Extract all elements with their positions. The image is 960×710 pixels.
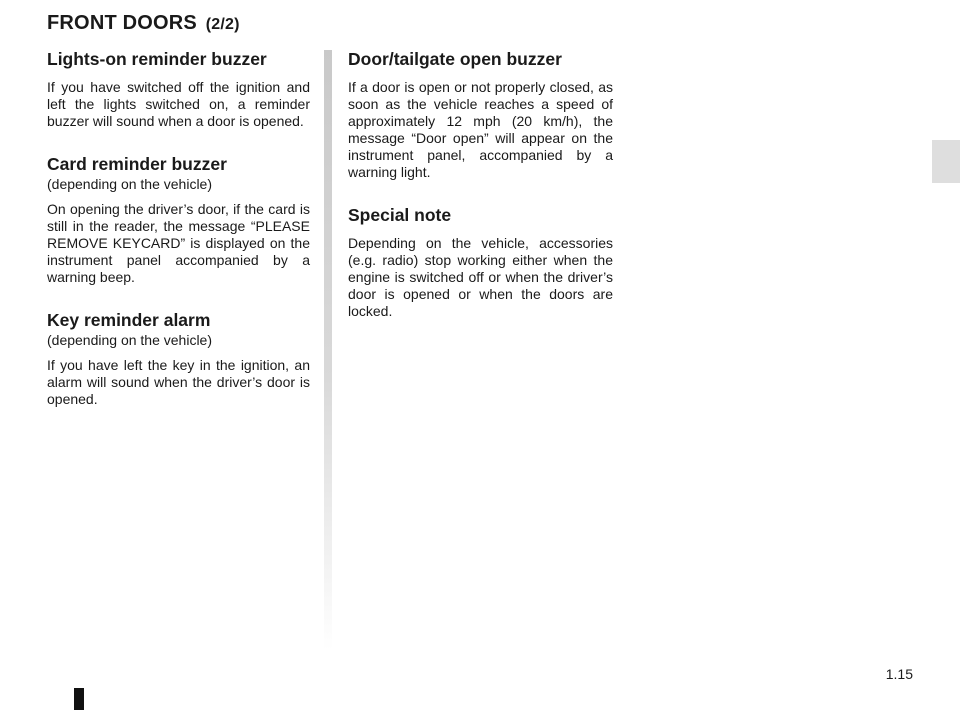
section-card-reminder-buzzer: [47, 152, 310, 286]
section-body: Depending on the vehicle, accessories (e.g. radio) stop working either when the engine is switched off or when the driver’s door is opened or when the doors are locked.: [348, 235, 613, 319]
section-heading: Door/tailgate open buzzer: [348, 49, 562, 69]
section-body: If you have switched off the ignition and left the lights switched on, a reminder buzzer will sound when a door is opened.: [47, 79, 310, 129]
column-divider: [324, 50, 332, 650]
page-title-text: FRONT DOORS: [47, 12, 197, 34]
section-special-note: [348, 203, 613, 320]
section-body: On opening the driver’s door, if the card is still in the reader, the message “PLEASE REMOVE KEYCARD” is displayed on the instrument panel accompanied by a warning beep.: [47, 201, 310, 285]
section-heading: Key reminder alarm: [47, 310, 211, 330]
page-number: 1.15: [885, 666, 913, 682]
section-body: If you have left the key in the ignition, an alarm will sound when the driver’s door is opened.: [47, 357, 310, 407]
section-body: If a door is open or not properly closed, as soon as the vehicle reaches a speed of approximately 12 mph (20 km/h), the message “Door open” will appear on the instrument panel, accompanied by a warning light.: [348, 79, 613, 180]
section-heading: Special note: [348, 205, 452, 225]
page-corner-mark: [74, 688, 84, 710]
section-note: (depending on the vehicle): [47, 176, 213, 192]
section-heading: Lights-on reminder buzzer: [47, 49, 267, 69]
section-note: (depending on the vehicle): [47, 332, 213, 348]
section-lights-on-reminder-buzzer: [47, 47, 310, 130]
page-title: [47, 11, 240, 37]
section-heading: Card reminder buzzer: [47, 154, 227, 174]
page-title-part: (2/2): [205, 16, 240, 33]
section-door-tailgate-open-buzzer: [348, 47, 613, 181]
right-column: [348, 47, 613, 320]
left-column: [47, 47, 310, 408]
section-key-reminder-alarm: [47, 308, 310, 408]
chapter-tab: [932, 140, 960, 183]
